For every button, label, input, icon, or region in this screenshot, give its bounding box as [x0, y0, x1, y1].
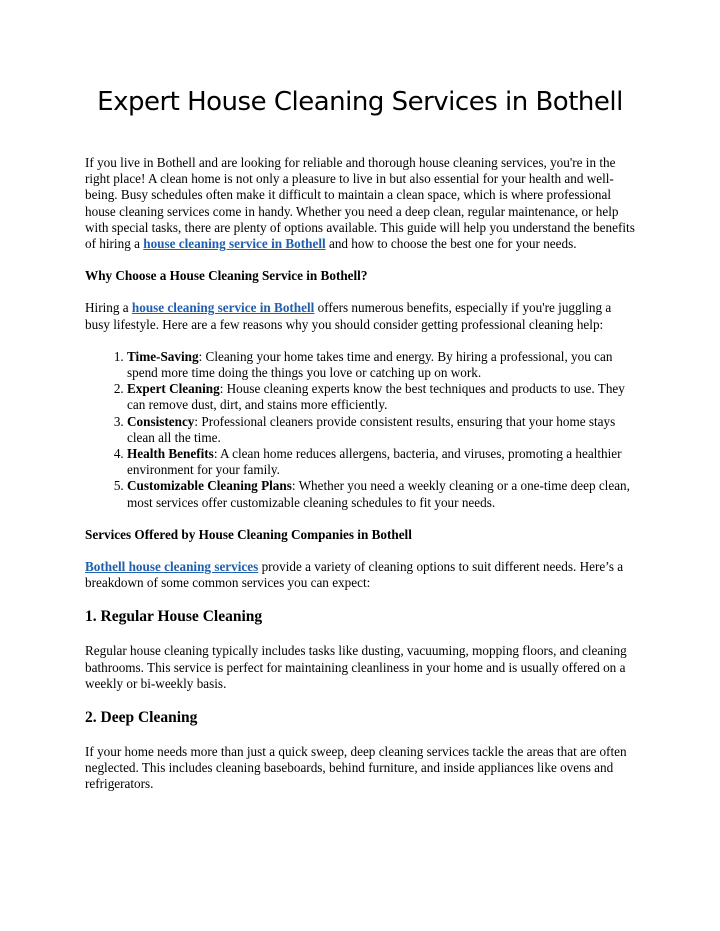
intro-text-after: and how to choose the best one for your needs. [325, 236, 577, 252]
reason-desc: : A clean home reduces allergens, bacteria, and viruses, promoting a healthier environment for your family. [127, 446, 622, 478]
reason-term: Customizable Cleaning Plans [127, 478, 292, 494]
reason-term: Expert Cleaning [127, 381, 220, 397]
list-item [127, 414, 637, 446]
intro-text-before: If you live in Bothell and are looking for reliable and thorough house cleaning services, you're in the right place! A clean home is not only a pleasure to live in but also essential for your health and well-being. Busy schedules often make it difficult to maintain a clean space, which is where professional house cleaning services come in handy. Whether you need a deep clean, regular maintenance, or help with special tasks, there are plenty of options available. This guide will help you understand the benefits of hiring a [85, 155, 635, 252]
reason-desc: : Professional cleaners provide consistent results, ensuring that your home stays clean all the time. [127, 413, 616, 445]
services-link[interactable]: Bothell house cleaning services [85, 559, 259, 575]
why-text-before: Hiring a [85, 300, 132, 316]
reason-term: Time-Saving [127, 348, 199, 364]
document-body [85, 155, 637, 793]
list-item [127, 446, 637, 478]
reasons-list [85, 349, 637, 511]
why-paragraph [85, 300, 637, 332]
section-1-heading: 1. Regular House Cleaning [85, 608, 263, 626]
reason-desc: : House cleaning experts know the best techniques and products to use. They can remove dust, dirt, and stains more efficiently. [127, 381, 625, 413]
section-2-text: If your home needs more than just a quick sweep, deep cleaning services tackle the areas that are often neglected. This includes cleaning baseboards, behind furniture, and inside appliances like ovens and refrigerators. [85, 744, 627, 792]
reason-term: Health Benefits [127, 446, 214, 462]
reason-desc: : Cleaning your home takes time and energy. By hiring a professional, you can spend more time doing the things you love or catching up on work. [127, 348, 613, 381]
list-item [127, 349, 637, 381]
list-item [127, 381, 637, 413]
list-item [127, 478, 637, 510]
section-1-text: Regular house cleaning typically includes tasks like dusting, vacuuming, mopping floors, and cleaning bathrooms. This service is perfect for maintaining cleanliness in your home and is usually offered on a weekly or bi-weekly basis. [85, 643, 627, 691]
why-text-after: offers numerous benefits, especially if you're juggling a busy lifestyle. Here are a few reasons why you should consider getting professional cleaning help: [85, 300, 612, 332]
reason-desc: : Whether you need a weekly cleaning or a one-time deep clean, most services offer customizable cleaning schedules to fit your needs. [127, 478, 630, 510]
intro-paragraph [85, 155, 637, 252]
why-heading: Why Choose a House Cleaning Service in Bothell? [85, 268, 368, 284]
reason-term: Consistency [127, 413, 195, 429]
page-title: Expert House Cleaning Services in Bothell [97, 87, 623, 117]
section-2-heading: 2. Deep Cleaning [85, 709, 198, 727]
services-heading: Services Offered by House Cleaning Companies in Bothell [85, 526, 412, 542]
services-paragraph [85, 559, 637, 591]
intro-service-link[interactable]: house cleaning service in Bothell [143, 236, 326, 252]
services-text-after: provide a variety of cleaning options to suit different needs. Here’s a breakdown of some common services you can expect: [85, 559, 624, 591]
why-service-link[interactable]: house cleaning service in Bothell [131, 300, 315, 316]
